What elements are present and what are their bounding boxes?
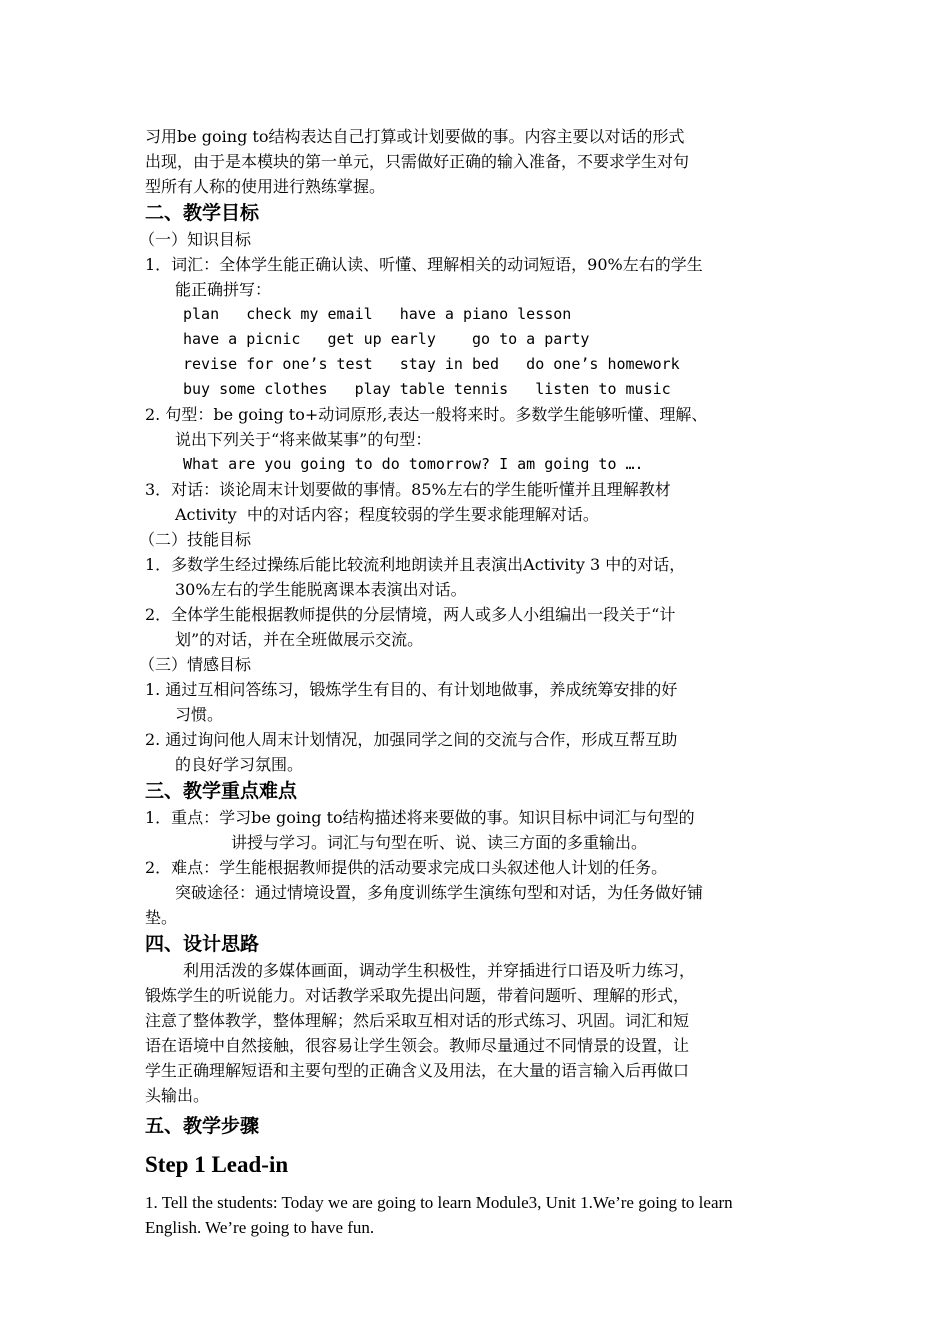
paragraph-line: 突破途径：通过情境设置，多角度训练学生演练句型和对话，为任务做好铺 xyxy=(175,883,704,902)
list-item: 2．难点：学生能根据教师提供的活动要求完成口头叙述他人计划的任务。 xyxy=(145,858,668,877)
phrase-row: plan check my email have a piano lesson xyxy=(183,305,572,323)
intro-line: 型所有人称的使用进行熟练掌握。 xyxy=(145,177,386,196)
step-text-line: English. We’re going to have fun. xyxy=(145,1218,375,1237)
list-item: 2. 通过询问他人周末计划情况，加强同学之间的交流与合作，形成互帮互助 xyxy=(145,730,678,749)
intro-line: 习用be going to结构表达自己打算或计划要做的事。内容主要以对话的形式 xyxy=(145,127,685,146)
list-item: 2．全体学生能根据教师提供的分层情境，两人或多人小组编出一段关于“计 xyxy=(145,605,676,624)
paragraph-line: 语在语境中自然接触，很容易让学生领会。教师尽量通过不同情景的设置，让 xyxy=(145,1036,690,1055)
subheading-knowledge: （一）知识目标 xyxy=(139,230,252,249)
section-heading-objectives: 二、教学目标 xyxy=(145,202,260,224)
intro-line: 出现，由于是本模块的第一单元，只需做好正确的输入准备，不要求学生对句 xyxy=(145,152,690,171)
list-item-cont: 30%左右的学生能脱离课本表演出对话。 xyxy=(175,580,467,599)
section-heading-key-points: 三、教学重点难点 xyxy=(145,780,298,802)
paragraph-line: 注意了整体教学，整体理解；然后采取互相对话的形式练习、巩固。词汇和短 xyxy=(145,1011,690,1030)
list-item: 1．多数学生经过操练后能比较流利地朗读并且表演出Activity 3 中的对话， xyxy=(145,555,686,574)
step-heading: Step 1 Lead-in xyxy=(145,1152,289,1177)
section-heading-steps: 五、教学步骤 xyxy=(145,1115,260,1137)
paragraph-line: 垫。 xyxy=(145,908,178,927)
step-text-line: 1. Tell the students: Today we are going to learn Module3, Unit 1.We’re going to learn xyxy=(145,1193,733,1212)
subheading-skills: （二）技能目标 xyxy=(139,530,252,549)
list-item: 1．词汇：全体学生能正确认读、听懂、理解相关的动词短语，90%左右的学生 xyxy=(145,255,703,274)
example-sentence: What are you going to do tomorrow? I am going to …. xyxy=(183,455,644,473)
phrase-row: buy some clothes play table tennis listen to music xyxy=(183,380,671,398)
phrase-row: have a picnic get up early go to a party xyxy=(183,330,590,348)
section-heading-design: 四、设计思路 xyxy=(145,933,260,955)
subheading-emotion: （三）情感目标 xyxy=(139,655,252,674)
list-item: 1．重点：学习be going to结构描述将来要做的事。知识目标中词汇与句型的 xyxy=(145,808,695,827)
list-item-cont: 能正确拼写： xyxy=(175,280,272,299)
paragraph-line: 利用活泼的多媒体画面，调动学生积极性，并穿插进行口语及听力练习， xyxy=(183,961,696,980)
list-item: 1. 通过互相问答练习，锻炼学生有目的、有计划地做事，养成统筹安排的好 xyxy=(145,680,678,699)
paragraph-line: 学生正确理解短语和主要句型的正确含义及用法，在大量的语言输入后再做口 xyxy=(145,1061,690,1080)
document-page xyxy=(139,124,825,1240)
paragraph-line: 头输出。 xyxy=(145,1086,210,1105)
list-item: 3．对话：谈论周末计划要做的事情。85%左右的学生能听懂并且理解教材 xyxy=(145,480,671,499)
list-item-cont: 习惯。 xyxy=(175,705,224,724)
phrase-row: revise for one’s test stay in bed do one’s homework xyxy=(183,355,680,373)
list-item-cont: 讲授与学习。词汇与句型在听、说、读三方面的多重输出。 xyxy=(231,833,648,852)
list-item-cont: Activity 中的对话内容；程度较弱的学生要求能理解对话。 xyxy=(175,505,599,524)
list-item-cont: 的良好学习氛围。 xyxy=(175,755,304,774)
list-item: 2. 句型：be going to+动词原形,表达一般将来时。多数学生能够听懂、理解、 xyxy=(145,405,708,424)
list-item-cont: 说出下列关于“将来做某事”的句型： xyxy=(175,430,432,449)
paragraph-line: 锻炼学生的听说能力。对话教学采取先提出问题，带着问题听、理解的形式， xyxy=(145,986,690,1005)
list-item-cont: 划”的对话，并在全班做展示交流。 xyxy=(175,630,424,649)
